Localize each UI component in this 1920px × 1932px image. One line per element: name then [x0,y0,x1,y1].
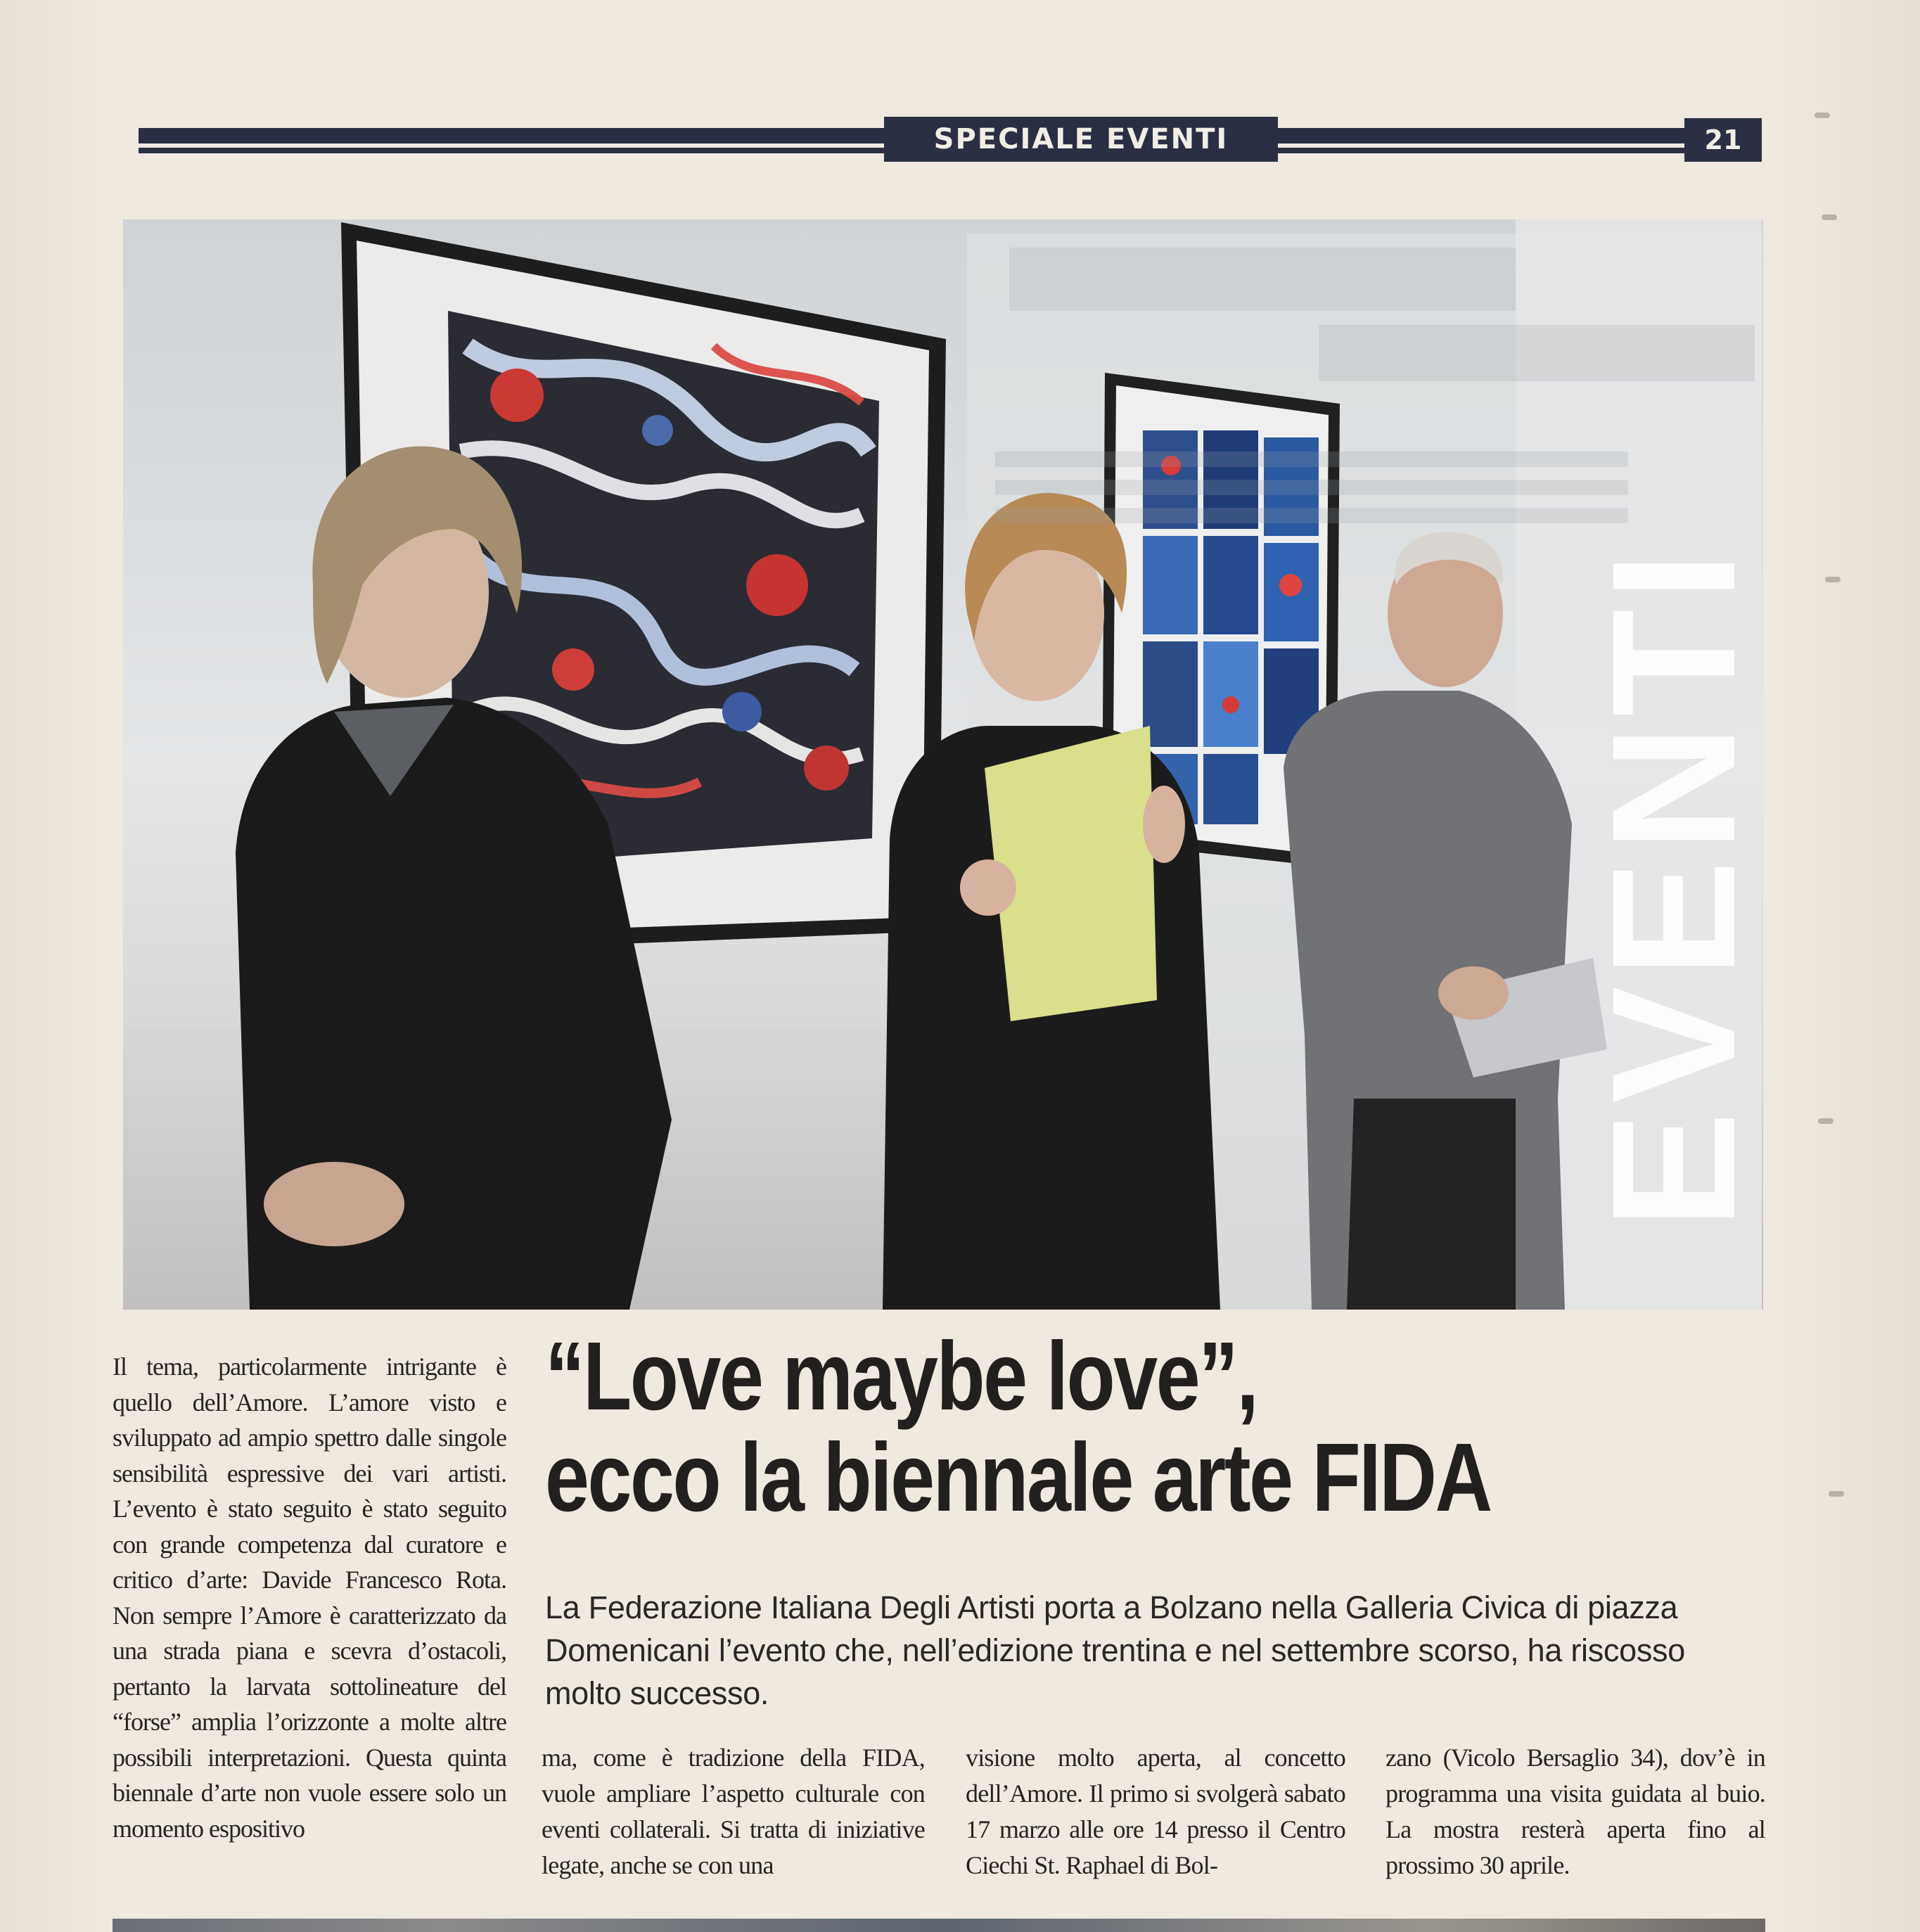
body-column-1: ma, come è tradizione della FIDA, vuole ampliare l’aspetto culturale con eventi collaterali. Si tratta di iniziative legate, anche se con una [542,1744,925,1879]
article-subhead: La Federazione Italiana Degli Artisti porta a Bolzano nella Galleria Civica di piazza Domenicani l’evento che, nell’edizione trentina e nel settembre scorso, ha riscosso molto successo. [545,1589,1685,1711]
scan-mark [1815,113,1830,118]
scan-mark [1829,1491,1844,1497]
scan-mark [1825,577,1841,582]
body-column-2: visione molto aperta, al concetto dell’Amore. Il primo si svolgerà sabato 17 marzo alle ore 14 presso il Centro Ciechi St. Raphael di Bol- [966,1744,1345,1879]
article-headline [545,1322,1549,1532]
page-number: 21 [1684,118,1762,162]
left-column-paragraph: Il tema, particolarmente intrigante è quello dell’Amore. L’amore visto e sviluppato ad ampio spettro dalle singole sensibilità espressive dei vari artisti. L’evento è stato seguito è stato seguito con grande competenza dal curatore e critico d’arte: Davide Francesco Rota. Non sempre l’Amore è caratterizzato da una strada piana e scevra d’ostacoli, pertanto la larvata sottolineature del “forse” amplia l’orizzonte a molte altre possibili interpretazioni. Questa quinta biennale d’arte non vuole essere solo un momento espositivo [113,1352,506,1843]
scan-mark [1822,215,1837,220]
body-column-3: zano (Vicolo Bersaglio 34), dov’è in programma una visita guidata al buio. La mostra resterà aperta fino al prossimo 30 aprile. [1385,1744,1765,1879]
section-header [139,117,1762,166]
bottom-image-strip [113,1919,1765,1932]
scan-mark [1818,1118,1833,1124]
left-column-text [113,1349,506,1846]
eventi-word: EVENTI [1575,543,1772,1229]
section-title: SPECIALE EVENTI [884,117,1278,162]
event-photo [123,219,1772,1310]
headline-line-2: ecco la biennale arte FIDA [545,1424,1491,1532]
photo-illustration [123,219,1772,1310]
headline-line-1: “Love maybe love”, [545,1322,1257,1431]
eventi-vertical-label [1575,464,1772,1308]
